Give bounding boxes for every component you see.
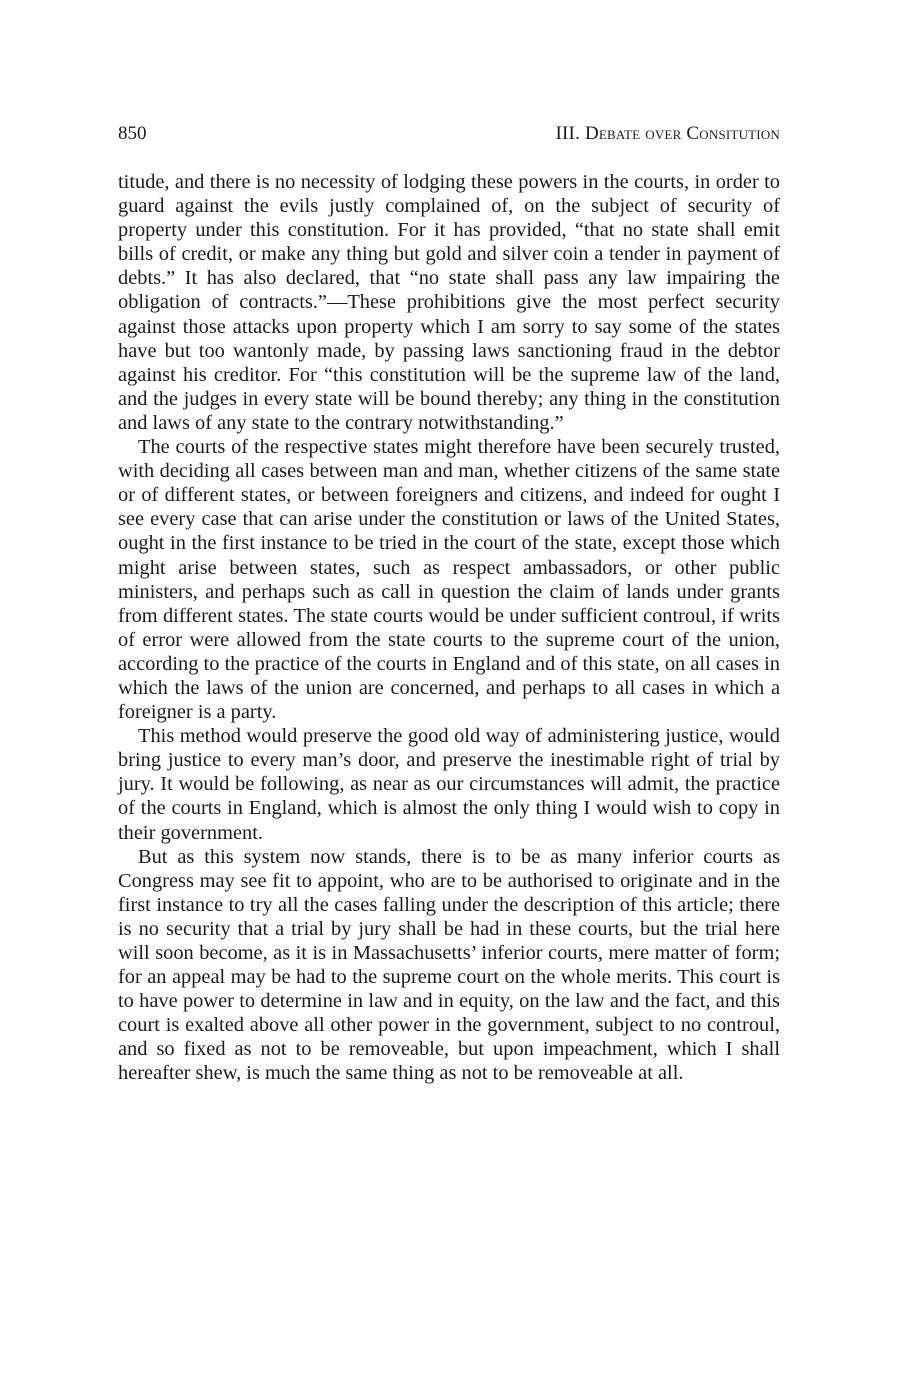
paragraph-continuation: titude, and there is no necessity of lodging these powers in the courts, in order to guard against the evils justly complained of, on the subject of security of property under this constitution. For it has provided, “that no state shall emit bills of credit, or make any thing but gold and silver coin a tender in payment of debts.” It has also declared, that “no state shall pass any law impairing the obligation of contracts.”—These prohibitions give the most perfect security against those attacks upon property which I am sorry to say some of the states have but too wantonly made, by passing laws sanctioning fraud in the debtor against his creditor. For “this constitution will be the supreme law of the land, and the judges in every state will be bound thereby; any thing in the constitution and laws of any state to the contrary notwithstanding.”	[118, 171, 780, 434]
running-head	[118, 122, 780, 146]
page-number: 850	[118, 123, 147, 144]
running-title: III. Debate over Consitution	[555, 123, 780, 144]
paragraph-method: This method would preserve the good old way of administering justice, would bring justice to every man’s door, and preserve the inestimable right of trial by jury. It would be following, as near as our circumstances will admit, the practice of the courts in England, which is almost the only thing I would wish to copy in their government.	[118, 725, 780, 844]
book-page	[118, 122, 780, 1086]
paragraph-state-courts: The courts of the respective states might therefore have been securely trusted, with deciding all cases between man and man, whether citizens of the same state or of different states, or between foreigners and citizens, and indeed for ought I see every case that can arise under the constitution or laws of the United States, ought in the first instance to be tried in the court of the state, except those which might arise between states, such as respect ambassadors, or other public ministers, and perhaps such as call in question the claim of lands under grants from different states. The state courts would be under sufficient controul, if writs of error were allowed from the state courts to the supreme court of the union, according to the practice of the courts in England and of this state, on all cases in which the laws of the union are concerned, and perhaps to all cases in which a foreigner is a party.	[118, 436, 780, 724]
body-text	[118, 170, 780, 1086]
paragraph-system: But as this system now stands, there is to be as many inferior courts as Congress may see fit to appoint, who are to be authorised to originate and in the first instance to try all the cases falling under the description of this article; there is no security that a trial by jury shall be had in these courts, but the trial here will soon become, as it is in Massachusetts’ inferior courts, mere matter of form; for an appeal may be had to the supreme court on the whole merits. This court is to have power to determine in law and in equity, on the law and the fact, and this court is exalted above all other power in the government, subject to no controul, and so fixed as not to be removeable, but upon impeachment, which I shall hereafter shew, is much the same thing as not to be removeable at all.	[118, 845, 780, 1085]
